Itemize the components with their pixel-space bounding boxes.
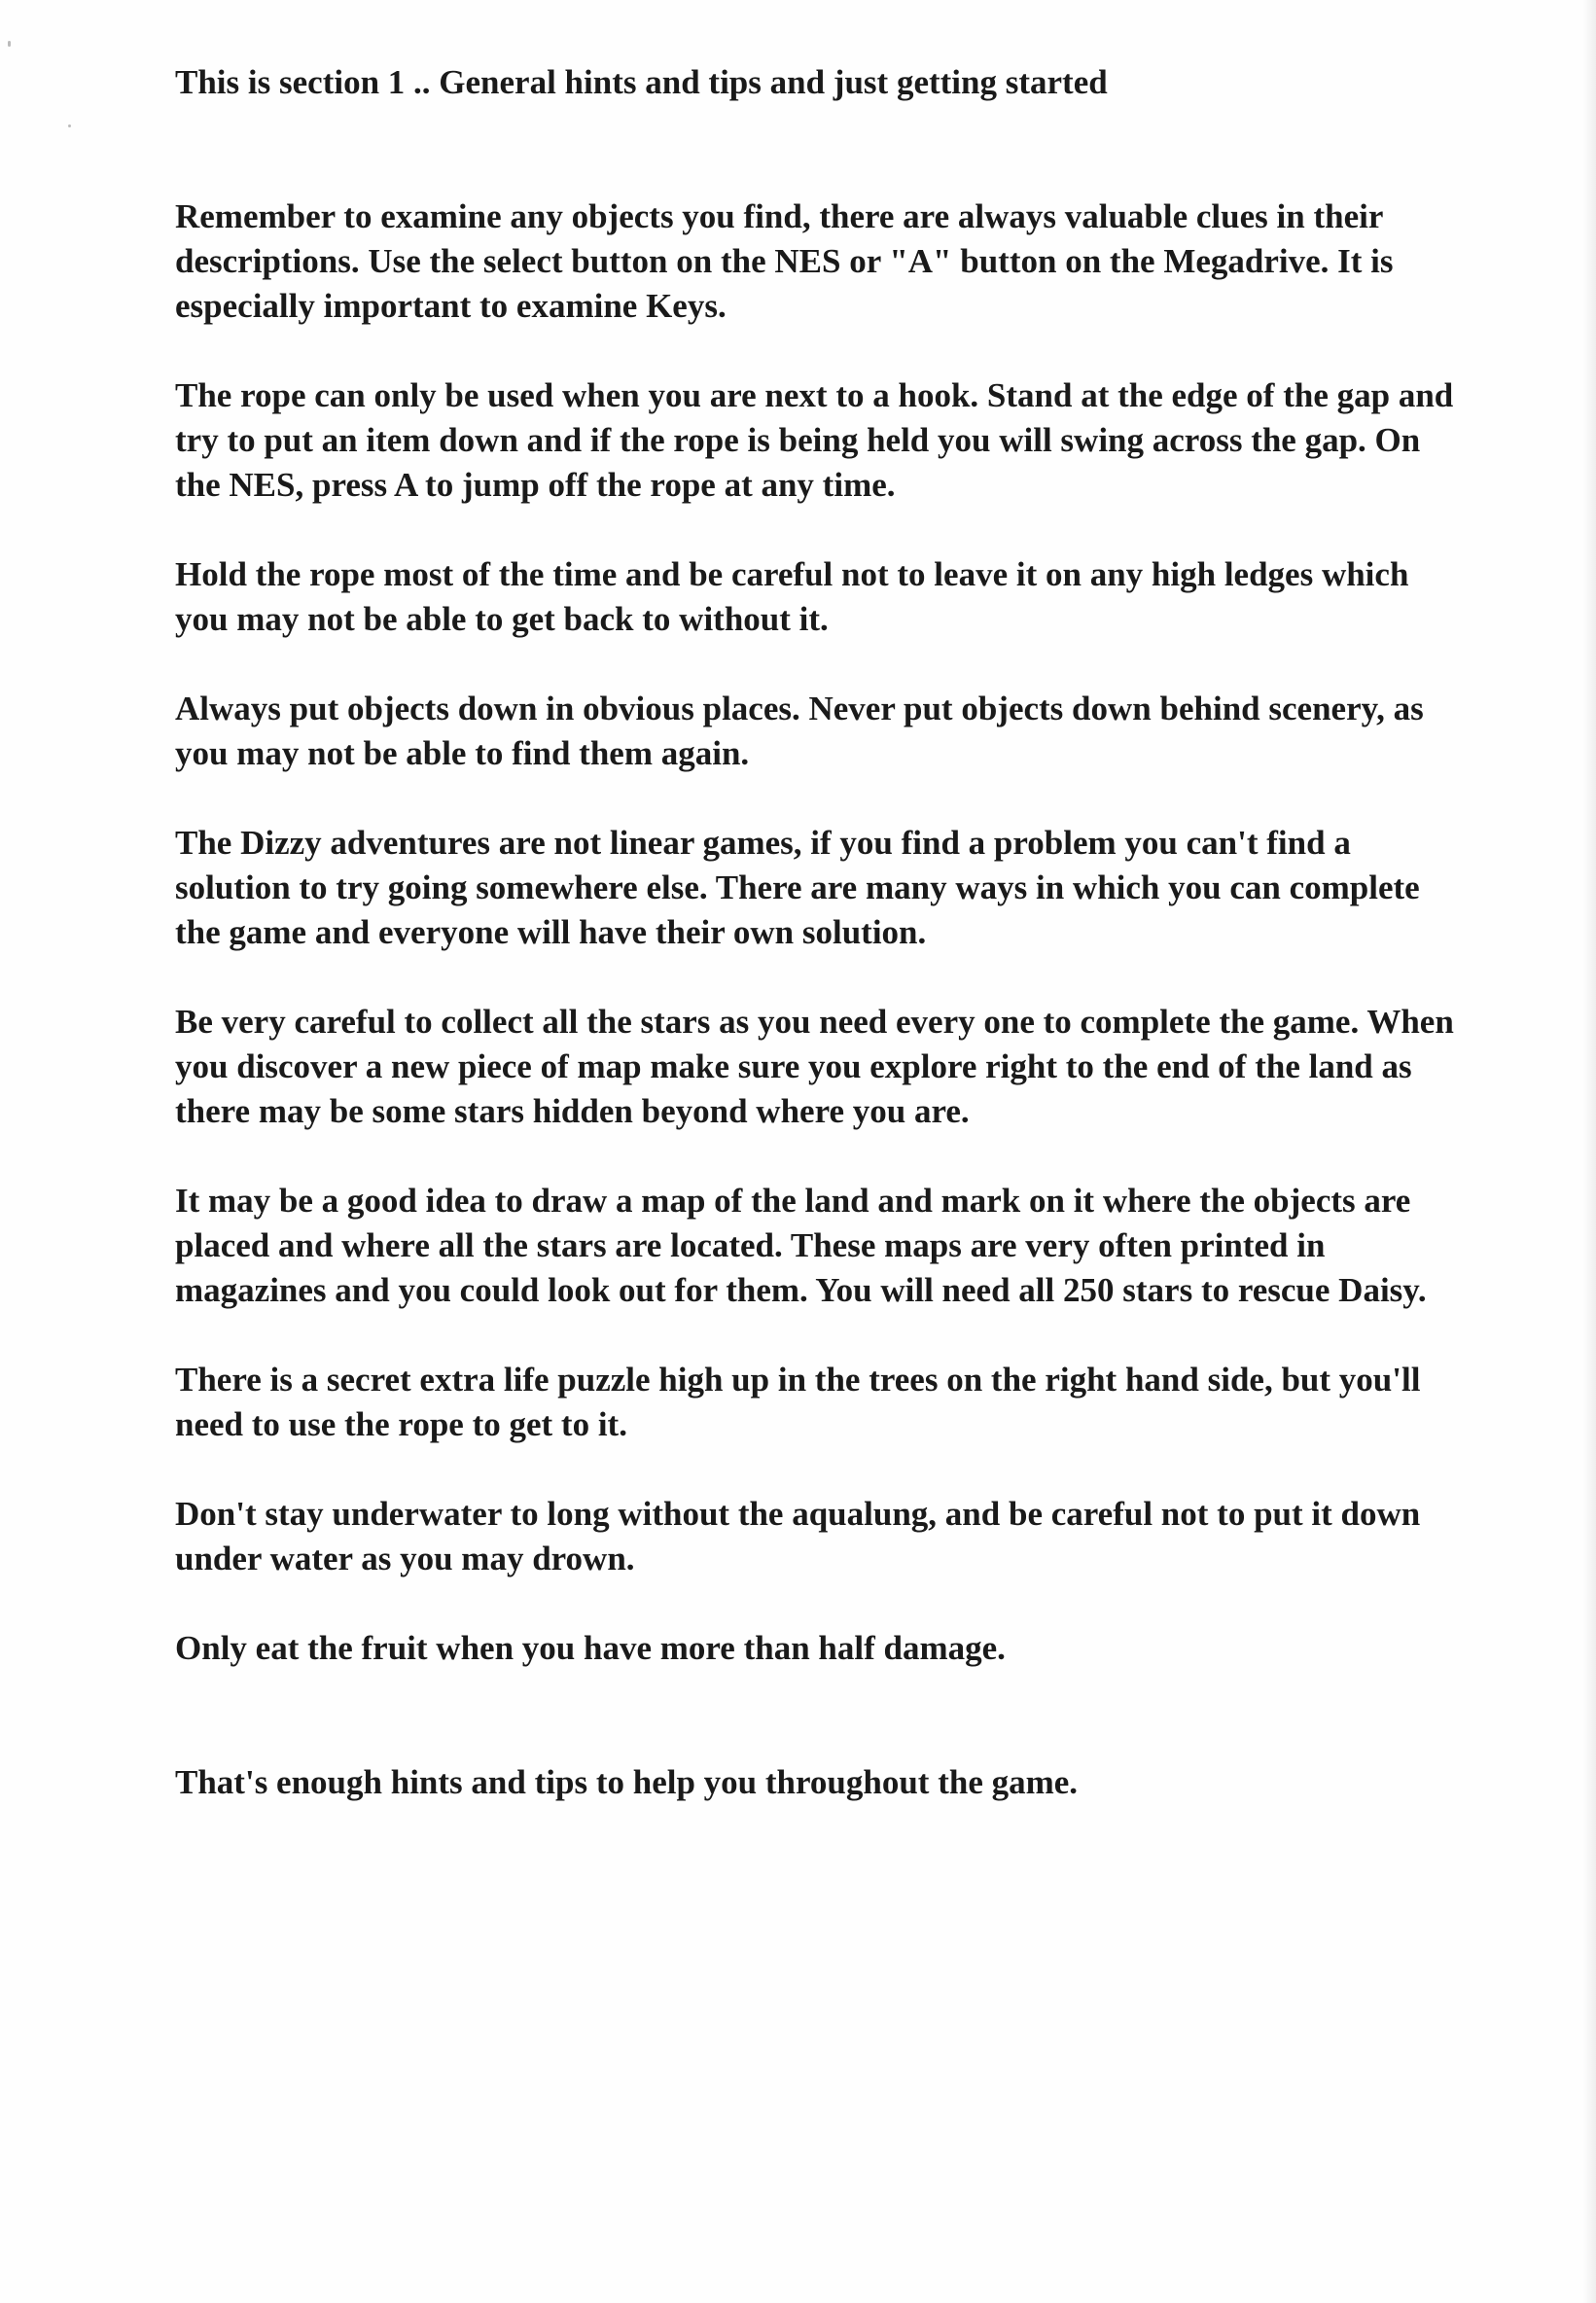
document-body	[175, 60, 1459, 1850]
paragraph-eat-fruit: Only eat the fruit when you have more than half damage.	[175, 1629, 1006, 1667]
paragraph-hold-rope: Hold the rope most of the time and be careful not to leave it on any high ledges which you may not be able to get back to without it.	[175, 555, 1409, 638]
paragraph-examine-objects: Remember to examine any objects you find, there are always valuable clues in their descriptions. Use the select button on the NES or "A" button on the Megadrive. It is especially important to examine Keys.	[175, 197, 1394, 325]
section-heading: This is section 1 .. General hints and tips and just getting started	[175, 63, 1108, 101]
scan-speck	[8, 41, 11, 47]
paragraph-secret-life: There is a secret extra life puzzle high up in the trees on the right hand side, but you'll need to use the rope to get to it.	[175, 1361, 1421, 1443]
paragraph-draw-map: It may be a good idea to draw a map of the land and mark on it where the objects are placed and where all the stars are located. These maps are very often printed in magazines and you could look out for them. You will need all 250 stars to rescue Daisy.	[175, 1182, 1427, 1309]
scan-edge	[1582, 0, 1596, 2303]
paragraph-collect-stars: Be very careful to collect all the stars as you need every one to complete the game. When you discover a new piece of map make sure you explore right to the end of the land as there may be some stars hidden beyond where you are.	[175, 1003, 1454, 1130]
paragraph-not-linear: The Dizzy adventures are not linear games, if you find a problem you can't find a solution to try going somewhere else. There are many ways in which you can complete the game and everyone will have their own solution.	[175, 824, 1420, 951]
paragraph-rope-hook: The rope can only be used when you are next to a hook. Stand at the edge of the gap and try to put an item down and if the rope is being held you will swing across the gap. On the NES, press A to jump off the rope at any time.	[175, 376, 1454, 504]
paragraph-underwater: Don't stay underwater to long without the aqualung, and be careful not to put it down under water as you may drown.	[175, 1495, 1421, 1577]
paragraph-put-objects: Always put objects down in obvious places. Never put objects down behind scenery, as you may not be able to find them again.	[175, 690, 1424, 772]
scan-speck	[68, 124, 71, 127]
closing-line: That's enough hints and tips to help you throughout the game.	[175, 1763, 1079, 1801]
